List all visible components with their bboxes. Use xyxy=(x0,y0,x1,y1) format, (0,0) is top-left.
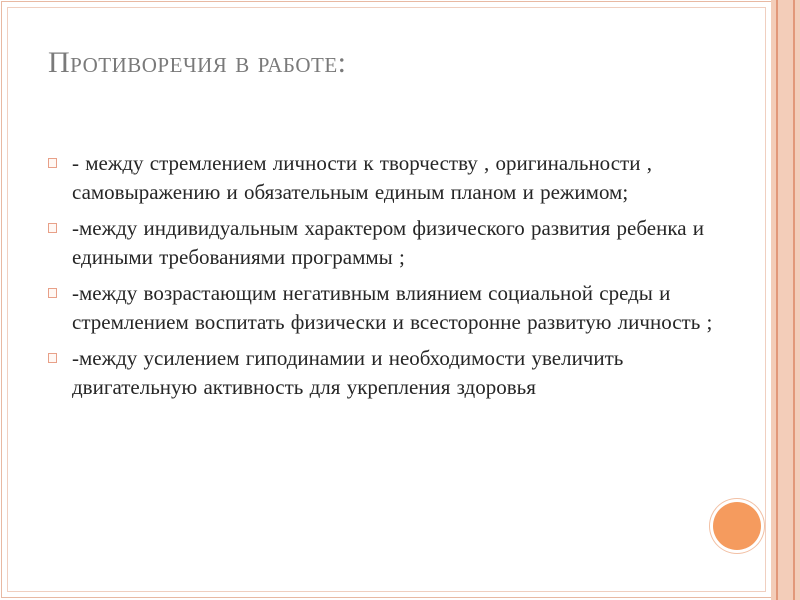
decorative-circle xyxy=(713,502,761,550)
bullet-list xyxy=(48,149,738,409)
bullet-item xyxy=(48,214,738,272)
decorative-side-line xyxy=(793,0,795,600)
decorative-side-line xyxy=(776,0,778,600)
square-bullet-icon xyxy=(48,288,57,298)
bullet-text: -между индивидуальным характером физического развития ребенка и едиными требованиями программы ; xyxy=(72,216,705,269)
square-bullet-icon xyxy=(48,223,57,233)
slide-title: Противоречия в работе: xyxy=(48,46,347,79)
bullet-text: - между стремлением личности к творчеству , оригинальности , самовыражению и обязательным единым планом и режимом; xyxy=(72,151,652,204)
bullet-text: -между усилением гиподинамии и необходимости увеличить двигательную активность для укрепления здоровья xyxy=(72,346,624,399)
bullet-item xyxy=(48,344,738,402)
bullet-text: -между возрастающим негативным влиянием социальной среды и стремлением воспитать физически и всесторонне развитую личность ; xyxy=(72,281,713,334)
square-bullet-icon xyxy=(48,353,57,363)
square-bullet-icon xyxy=(48,158,57,168)
bullet-item xyxy=(48,279,738,337)
bullet-item xyxy=(48,149,738,207)
